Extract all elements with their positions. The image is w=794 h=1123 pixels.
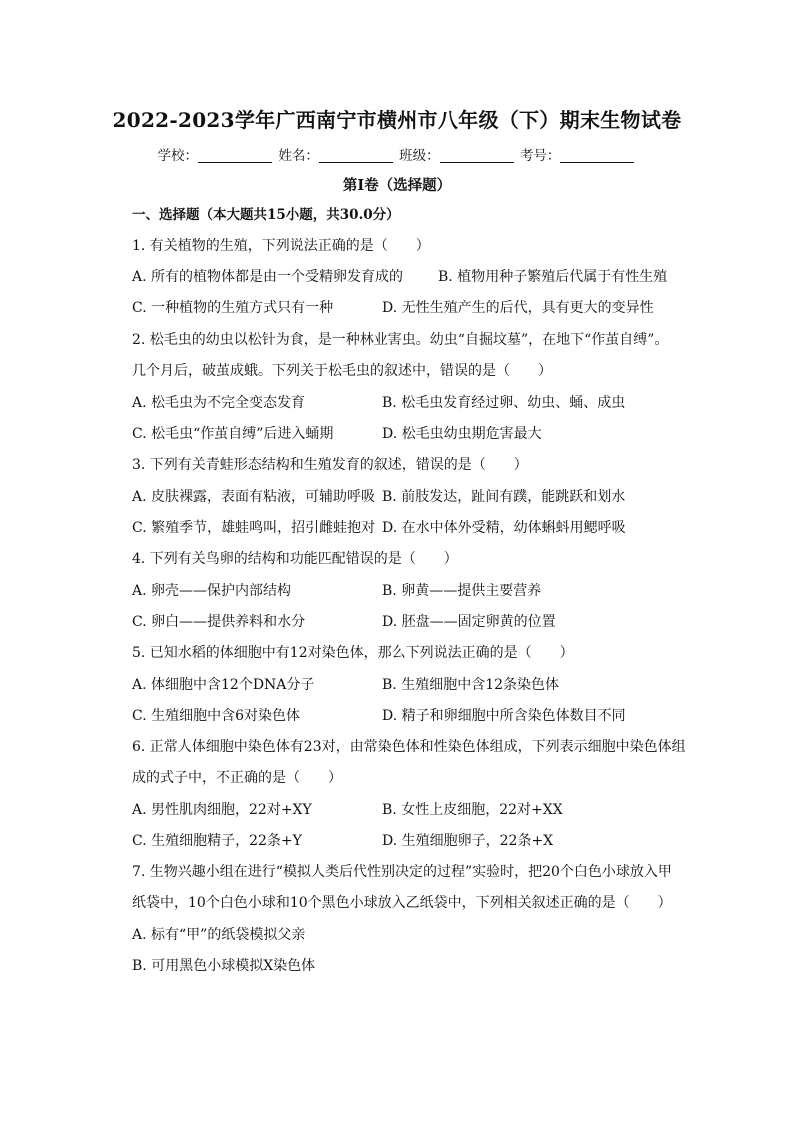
question-5-option-c: C. 生殖细胞中含6对染色体 <box>132 708 301 724</box>
question-3-stem: 3. 下列有关青蛙形态结构和生殖发育的叙述，错误的是（ ） <box>132 457 528 473</box>
question-6-option-a: A. 男性肌肉细胞，22对+XY <box>132 802 312 818</box>
question-4-option-c: C. 卵白——提供养料和水分 <box>132 614 306 630</box>
class-blank[interactable] <box>440 148 514 163</box>
question-1-option-d: D. 无性生殖产生的后代，具有更大的变异性 <box>382 300 654 316</box>
question-7-option-b: B. 可用黑色小球模拟X染色体 <box>132 958 316 974</box>
question-5-stem: 5. 已知水稻的体细胞中有12对染色体，那么下列说法正确的是（ ） <box>132 645 574 661</box>
question-2-stem-line-1: 2. 松毛虫的幼虫以松针为食，是一种林业害虫。幼虫“自掘坟墓”，在地下“作茧自缚”。 <box>132 332 669 348</box>
exam-no-blank[interactable] <box>560 148 634 163</box>
class-label: 班级： <box>399 148 440 164</box>
part-heading: 第Ⅰ卷（选择题） <box>342 177 452 194</box>
question-1-option-b: B. 植物用种子繁殖后代属于有性生殖 <box>438 269 668 285</box>
question-3-option-c: C. 繁殖季节，雄蛙鸣叫，招引雌蛙抱对 <box>132 520 376 536</box>
page-title: 2022-2023学年广西南宁市横州市八年级（下）期末生物试卷 <box>112 108 682 132</box>
question-4-option-b: B. 卵黄——提供主要营养 <box>382 583 542 599</box>
question-4-option-d: D. 胚盘——固定卵黄的位置 <box>382 614 556 630</box>
question-1-option-a: A. 所有的植物体都是由一个受精卵发育成的 <box>132 269 404 285</box>
question-6-option-c: C. 生殖细胞精子，22条+Y <box>132 833 302 849</box>
question-5-option-d: D. 精子和卵细胞中所含染色体数目不同 <box>382 708 626 724</box>
question-3-option-b: B. 前肢发达，趾间有蹼，能跳跃和划水 <box>382 489 626 505</box>
question-7-stem-line-2: 纸袋中，10个白色小球和10个黑色小球放入乙纸袋中，下列相关叙述正确的是（ ） <box>132 895 672 911</box>
question-6-option-d: D. 生殖细胞卵子，22条+X <box>382 833 554 849</box>
name-blank[interactable] <box>319 148 393 163</box>
question-7-option-a: A. 标有“甲”的纸袋模拟父亲 <box>132 927 306 943</box>
exam-no-label: 考号： <box>519 148 561 164</box>
question-4-option-a: A. 卵壳——保护内部结构 <box>132 583 292 599</box>
question-3-option-a: A. 皮肤裸露，表面有粘液，可辅助呼吸 <box>132 489 376 505</box>
school-blank[interactable] <box>198 148 272 163</box>
question-3-option-d: D. 在水中体外受精，幼体蝌蚪用鳃呼吸 <box>382 520 626 536</box>
question-4-stem: 4. 下列有关鸟卵的结构和功能匹配错误的是（ ） <box>132 551 458 567</box>
question-2-option-d: D. 松毛虫幼虫期危害最大 <box>382 426 542 442</box>
question-2-stem-line-2: 几个月后，破茧成蛾。下列关于松毛虫的叙述中，错误的是（ ） <box>132 363 552 379</box>
name-label: 姓名： <box>278 148 319 164</box>
question-5-option-a: A. 体细胞中含12个DNA分子 <box>132 677 315 693</box>
school-label: 学校： <box>157 148 199 164</box>
question-2-option-a: A. 松毛虫为不完全变态发育 <box>132 395 306 411</box>
question-1-option-c: C. 一种植物的生殖方式只有一种 <box>132 300 334 316</box>
question-6-stem-line-2: 成的式子中，不正确的是（ ） <box>132 770 342 786</box>
question-7-stem-line-1: 7. 生物兴趣小组在进行“模拟人类后代性别决定的过程”实验时，把20个白色小球放入甲 <box>132 864 672 880</box>
student-info-row <box>0 144 794 164</box>
question-6-stem-line-1: 6. 正常人体细胞中染色体有23对，由常染色体和性染色体组成，下列表示细胞中染色体组 <box>132 739 686 755</box>
question-2-option-c: C. 松毛虫“作茧自缚”后进入蛹期 <box>132 426 334 442</box>
section-heading: 一、选择题（本大题共15小题，共30.0分） <box>132 207 400 223</box>
question-2-option-b: B. 松毛虫发育经过卵、幼虫、蛹、成虫 <box>382 395 626 411</box>
question-6-option-b: B. 女性上皮细胞，22对+XX <box>382 802 563 818</box>
question-1-stem: 1. 有关植物的生殖，下列说法正确的是（ ） <box>132 238 430 254</box>
question-5-option-b: B. 生殖细胞中含12条染色体 <box>382 677 560 693</box>
